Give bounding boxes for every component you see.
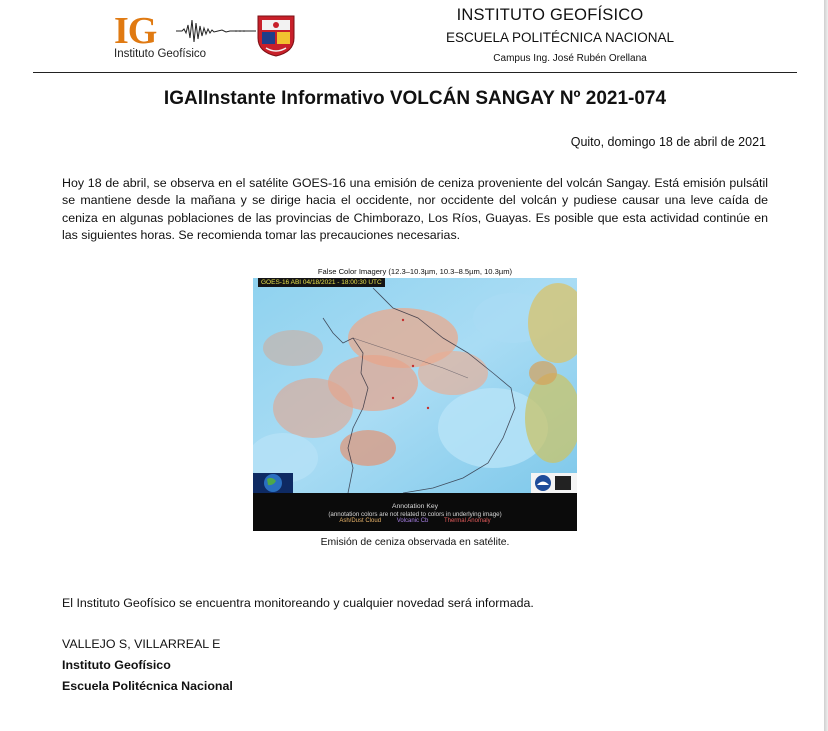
page-edge-shadow [824, 0, 828, 731]
key-ash-dust: Ash/Dust Cloud [339, 518, 382, 524]
report-body: Hoy 18 de abril, se observa en el satélite GOES-16 una emisión de ceniza proveniente del volcán Sangay. Está emisión pulsátil se mantiene desde la mañana y se dirige hacia el occidente, nor occidente del volcán y pudiese causar una leve caída de ceniza en algunas poblaciones de las provincias de Chimborazo, Los Ríos, Guayas. Es posible que esta actividad continúe en las siguientes horas. Se recomienda tomar las precauciones necesarias. [62, 176, 768, 242]
annotation-key [253, 493, 577, 531]
annotation-key-title: Annotation Key [391, 503, 439, 510]
signature-institute: Instituto Geofísico [62, 658, 171, 672]
satellite-figure [253, 266, 577, 531]
report-date: Quito, domingo 18 de abril de 2021 [570, 135, 766, 149]
logo-subtitle: Instituto Geofísico [114, 48, 207, 60]
satellite-timestamp: GOES-16 ABI 04/18/2021 - 18:00:30 UTC [258, 278, 385, 287]
epn-shield-icon [256, 14, 296, 58]
campus-name: Campus Ing. José Rubén Orellana [493, 53, 647, 64]
annotation-key-note: (annotation colors are not related to colors in underlying image) [328, 511, 502, 518]
figure-header: False Color Imagery (12.3–10.3µm, 10.3–8.5µm, 10.3µm) [317, 267, 513, 276]
key-thermal-anomaly: Thermal Anomaly [443, 518, 491, 524]
annotation-key-items [253, 518, 577, 525]
logo-mark: IG [114, 10, 157, 52]
authors: VALLEJO S, VILLARREAL E [62, 637, 221, 651]
institute-name: INSTITUTO GEOFÍSICO [456, 6, 644, 24]
school-name: ESCUELA POLITÉCNICA NACIONAL [445, 30, 675, 45]
key-volcanic-cb: Volcanic Cb [396, 518, 429, 524]
satellite-image [253, 278, 577, 493]
figure-caption: Emisión de ceniza observada en satélite. [320, 537, 510, 548]
signature-school: Escuela Politécnica Nacional [62, 679, 233, 693]
closing-statement: El Instituto Geofísico se encuentra monitoreando y cualquier novedad será informada. [62, 596, 534, 610]
institute-logo [110, 12, 305, 64]
header-divider [33, 72, 797, 73]
page-title: IGAlInstante Informativo VOLCÁN SANGAY Nº 2021-074 [163, 88, 667, 109]
seismogram-icon [176, 16, 256, 46]
